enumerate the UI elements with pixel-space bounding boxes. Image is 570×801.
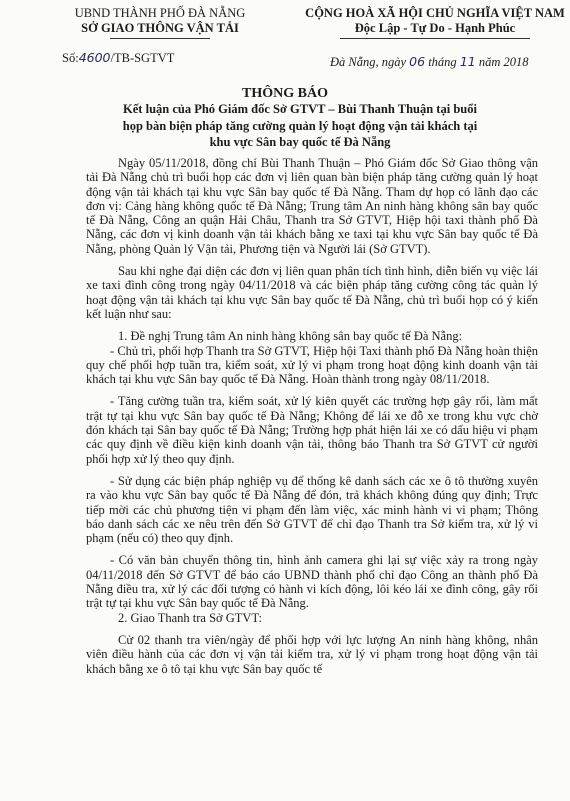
national-header xyxy=(300,6,570,39)
section-1-item-3: - Sử dụng các biện pháp nghiệp vụ để thống kê danh sách các xe ô tô thường xuyên ra vào khu vực Sân bay quốc tế Đà Nẵng để đón, trả khách không đúng quy định; Trực tiếp mời các chủ phương tiện vi phạm đến làm việc, xác minh hành vi vi phạm; Thông báo danh sách các xe nêu trên đến Sở GTVT để chỉ đạo Thanh tra Sở kiểm tra, xử lý vi phạm (nếu có) theo quy định. xyxy=(86,473,538,546)
document-number xyxy=(62,50,174,66)
date-month: 11 xyxy=(459,54,476,69)
section-1-item-1: - Chủ trì, phối hợp Thanh tra Sở GTVT, Hiệp hội Taxi thành phố Đà Nẵng hoàn thiện quy chế phối hợp tuần tra, kiểm soát, xử lý vi phạm trong hoạt động kinh doanh vận tải khách tại khu vực Sân bay quốc tế Đà Nẵng. Hoàn thành trong ngày 08/11/2018. xyxy=(86,343,538,387)
paragraph-conclusion-lead: Sau khi nghe đại diện các đơn vị liên quan phân tích tình hình, diễn biến vụ việc lái xe taxi đình công trong ngày 04/11/2018 và các biện pháp tăng cường công tác quản lý hoạt động vận tải khách tại khu vực Sân bay quốc tế Đà Nẵng, chủ trì buổi họp có ý kiến kết luận như sau: xyxy=(86,264,538,321)
section-1-item-4: - Có văn bản chuyển thông tin, hình ảnh camera ghi lại sự việc xảy ra trong ngày 04/11/2018 đến Sở GTVT để báo cáo UBND thành phố chỉ đạo Công an thành phố Đà Nẵng điều tra, xử lý các đối tượng có hành vi kích động, lôi kéo lái xe đình công, gây rối trật tự tại khu vực Sân bay quốc tế Đà Nẵng. xyxy=(86,553,538,611)
national-name: CỘNG HOÀ XÃ HỘI CHỦ NGHĨA VIỆT NAM xyxy=(305,6,565,20)
paragraph-intro: Ngày 05/11/2018, đồng chí Bùi Thanh Thuận – Phó Giám đốc Sở Giao thông vận tải Đà Nẵng chủ trì buổi họp các đơn vị liên quan bàn biện pháp tăng cường quản lý hoạt động vận tải khách tại khu vực Sân bay quốc tế Đà Nẵng. Tham dự họp có lãnh đạo các đơn vị: Cảng hàng không quốc tế Đà Nẵng; Trung tâm An ninh hàng không sân bay quốc tế Đà Nẵng, Công an quận Hải Châu, Thanh tra Sở GTVT, Hiệp hội taxi thành phố Đà Nẵng, các đơn vị kinh doanh vận tải khách bằng xe taxi tại khu vực Sân bay quốc tế Đà Nẵng, phòng Quản lý Vận tải, Phương tiện và Người lái (Sở GTVT). xyxy=(86,156,538,256)
date-month-label: tháng xyxy=(428,55,457,69)
motto-underline xyxy=(340,38,530,39)
national-motto: Độc Lập - Tự Do - Hạnh Phúc xyxy=(354,21,516,35)
document-body xyxy=(86,156,538,676)
place-date-prefix: Đà Nẵng, ngày xyxy=(330,55,407,69)
section-1-item-2: - Tăng cường tuần tra, kiểm soát, xử lý kiên quyết các trường hợp gây rối, làm mất trật tự tại khu vực Sân bay quốc tế Đà Nẵng; Không để lái xe đỗ xe trong khu vực chờ đón khách tại Sân bay quốc tế Đà Nẵng; Trường hợp phát hiện lái xe có dấu hiệu vi phạm các quy định về điều kiện kinh doanh vận tải, thông báo Thanh tra Sở GTVT cử người phối hợp xử lý theo quy định. xyxy=(86,394,538,466)
document-subtitle: Kết luận của Phó Giám đốc Sở GTVT – Bùi Thanh Thuận tại buổi họp bàn biện pháp tăng cường quản lý hoạt động vận tải khách tại khu vực Sân bay quốc tế Đà Nẵng xyxy=(122,102,478,149)
section-2-item-1: Cử 02 thanh tra viên/ngày để phối hợp với lực lượng An ninh hàng không, nhân viên điều hành của các đơn vị vận tải kiểm tra, xử lý vi phạm trong hoạt động vận tải khách bằng xe ô tô tại khu vực Sân bay quốc tế xyxy=(86,632,538,676)
date-year: năm 2018 xyxy=(478,55,529,69)
document-number-prefix: Số: xyxy=(62,51,79,65)
section-2-heading: 2. Giao Thanh tra Sở GTVT: xyxy=(118,610,262,625)
date-day: 06 xyxy=(409,54,426,69)
place-date xyxy=(330,54,529,70)
issuer-header xyxy=(60,6,260,39)
issuer-underline xyxy=(110,38,210,39)
issuer-department: SỞ GIAO THÔNG VẬN TẢI xyxy=(81,21,239,35)
document-number-handwritten: 4600 xyxy=(78,50,111,65)
document-number-suffix: /TB-SGTVT xyxy=(110,51,175,65)
document-title: THÔNG BÁO xyxy=(242,86,328,101)
section-1-heading: 1. Đề nghị Trung tâm An ninh hàng không sân bay quốc tế Đà Nẵng: xyxy=(118,329,463,344)
issuer-city: UBND THÀNH PHỐ ĐÀ NẴNG xyxy=(74,6,246,20)
